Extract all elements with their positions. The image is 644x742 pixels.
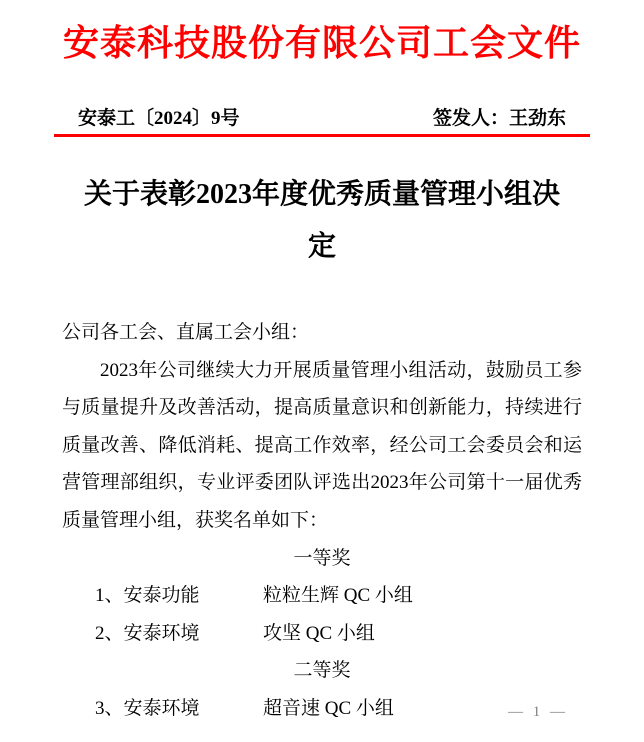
doc-meta-row: [54, 106, 590, 132]
award-number: 2、: [95, 622, 124, 644]
award-row: [62, 615, 582, 653]
award-group: 粒粒生辉 QC 小组: [263, 585, 413, 607]
issuer: 签发人：王劲东: [432, 108, 566, 129]
salutation-line: 公司各工会、直属工会小组：: [62, 322, 310, 343]
award-left: [95, 690, 263, 728]
paragraph-line: 质量管理小组，获奖名单如下：: [62, 509, 329, 531]
first-prize-heading: 一等奖: [293, 547, 351, 569]
paragraph-line: 营管理部组织，专业评委团队评选出2023年公司第十一届优秀: [62, 472, 582, 494]
page-number: — 1 —: [508, 704, 568, 720]
award-dept: 安泰功能: [123, 585, 200, 607]
document-title-line2: 定: [307, 231, 336, 262]
award-number: 3、: [95, 697, 124, 719]
award-dept: 安泰环境: [123, 697, 200, 719]
second-prize-heading: 二等奖: [293, 660, 351, 682]
paragraph-line: 与质量提升及改善活动，提高质量意识和创新能力，持续进行: [62, 397, 582, 419]
award-row: [62, 577, 582, 615]
paragraph-line: 质量改善、降低消耗、提高工作效率，经公司工会委员会和运: [62, 434, 582, 456]
paragraph-line: 2023年公司继续大力开展质量管理小组活动，鼓励员工参: [100, 359, 582, 381]
award-number: 1、: [95, 585, 124, 607]
doc-number: 安泰工〔2024〕9号: [78, 108, 240, 129]
document-title-line1: 关于表彰2023年度优秀质量管理小组决: [83, 179, 560, 210]
award-dept: 安泰环境: [123, 622, 200, 644]
award-row: [62, 690, 582, 728]
document-title: [0, 169, 644, 273]
award-left: [95, 577, 263, 615]
award-group: 攻坚 QC 小组: [263, 622, 375, 644]
award-group: 超音速 QC 小组: [263, 697, 394, 719]
header-divider: [54, 134, 590, 137]
document-body: [0, 314, 644, 728]
document-header-title: 安泰科技股份有限公司工会文件: [62, 23, 581, 63]
award-left: [95, 615, 263, 653]
